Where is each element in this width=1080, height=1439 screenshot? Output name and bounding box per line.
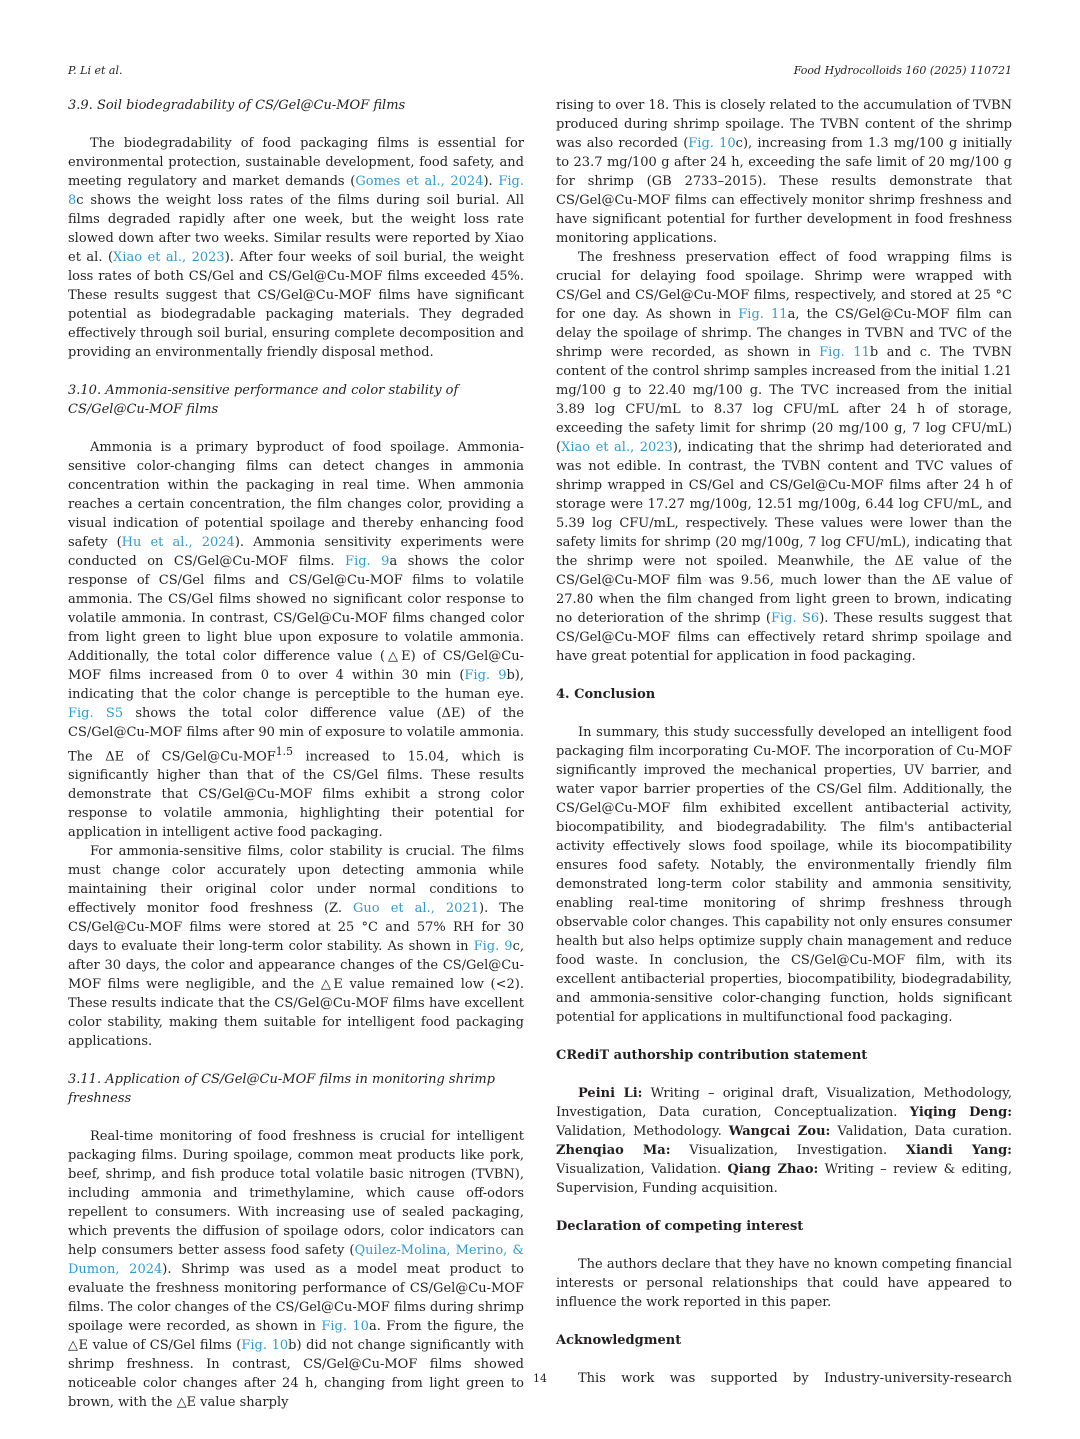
author-name: Qiang Zhao:: [727, 1162, 819, 1177]
left-column: [68, 96, 524, 1412]
figure-link[interactable]: Fig. 8: [68, 174, 524, 208]
section-heading-3-9: 3.9. Soil biodegradability of CS/Gel@Cu-MOF films: [68, 98, 406, 113]
section-heading-acknowledgment: Acknowledgment: [556, 1333, 682, 1348]
paragraph-tvbn-continuation: rising to over 18. This is closely related to the accumulation of TVBN produced during shrimp spoilage. The TVBN content of the shrimp was also recorded (Fig. 10c), increasing from 1.3 mg/100 g initially to 23.7 mg/100 g after 24 h, exceeding the safe limit of 20 mg/100 g for shrimp (GB 2733–2015). These results demonstrate that CS/Gel@Cu-MOF films can effectively monitor shrimp freshness and have significant potential for further development in food freshness monitoring applications.: [556, 98, 1013, 246]
paragraph-conclusion: In summary, this study successfully developed an intelligent food packaging film incorporating Cu-MOF. The incorporation of Cu-MOF significantly improved the mechanical properties, UV barrier, and water vapor barrier properties of the CS/Gel film. Additionally, the CS/Gel@Cu-MOF film exhibited excellent antibacterial activity, biocompatibility, and biodegradability. The film's antibacterial activity effectively slows food spoilage, while its biocompatibility ensures food safety. Notably, the environmentally friendly film demonstrated long-term color stability and ammonia sensitivity, enabling real-time monitoring of shrimp freshness through observable color changes. This capability not only ensures consumer health but also helps optimize supply chain management and reduce food waste. In conclusion, the CS/Gel@Cu-MOF film, with its excellent antibacterial properties, biocompatibility, biodegradability, and ammonia-sensitive color-changing function, holds significant potential for applications in multifunctional food packaging.: [556, 725, 1012, 1025]
figure-link[interactable]: Fig. 9: [464, 668, 507, 683]
running-head-authors: P. Li et al.: [68, 64, 123, 77]
figure-link[interactable]: Fig. 10: [321, 1319, 369, 1335]
citation-link[interactable]: Quilez-Molina, Merino, & Dumon, 2024: [68, 1243, 524, 1278]
paragraph-soil-biodegradability: The biodegradability of food packaging films is essential for environmental protection, sustainable development, food safety, and meeting regulatory and market demands (Gomes et al., 2024). Fig. 8c shows the weight loss rates of the films during soil burial. All films degraded rapidly after one week, but the weight loss rate slowed down after two weeks. Similar results were reported by Xiao et al. (Xiao et al., 2023). After four weeks of soil burial, the weight loss rates of both CS/Gel and CS/Gel@Cu-MOF films exceeded 45%. These results suggest that CS/Gel@Cu-MOF films have significant potential as biodegradable packaging materials. They degraded effectively through soil burial, ensuring complete decomposition and providing an environmentally friendly disposal method.: [68, 136, 525, 360]
citation-link[interactable]: Hu et al., 2024: [121, 535, 235, 550]
citation-link[interactable]: Gomes et al., 2024: [355, 174, 484, 189]
citation-link[interactable]: Xiao et al., 2023: [561, 440, 673, 455]
figure-link[interactable]: Fig. 11: [738, 307, 788, 322]
paragraph-competing-interest: The authors declare that they have no known competing financial interests or personal relationships that could have appeared to influence the work reported in this paper.: [556, 1257, 1012, 1310]
paragraph-credit: Peini Li: Writing – original draft, Visualization, Methodology, Investigation, Data curation, Conceptualization. Yiqing Deng: Validation, Methodology. Wangcai Zou: Validation, Data curation. Zhenqiao Ma: Visualization, Investigation. Xiandi Yang: Visualization, Validation. Qiang Zhao: Writing – review & editing, Supervision, Funding acquisition.: [556, 1086, 1012, 1196]
paragraph-preservation-effect: The freshness preservation effect of food wrapping films is crucial for delaying food spoilage. Shrimp were wrapped with CS/Gel and CS/Gel@Cu-MOF films, respectively, and stored at 25 °C for one day. As shown in Fig. 11a, the CS/Gel@Cu-MOF film can delay the spoilage of shrimp. The changes in TVBN and TVC of the shrimp were recorded, as shown in Fig. 11b and c. The TVBN content of the control shrimp samples increased from the initial 1.21 mg/100 g to 22.40 mg/100 g. The TVC increased from the initial 3.89 log CFU/mL to 8.37 log CFU/mL after 24 h of storage, exceeding the safety limit for shrimp (20 mg/100 g, 7 log CFU/mL) (Xiao et al., 2023), indicating that the shrimp had deteriorated and was not edible. In contrast, the TVBN content and TVC values of shrimp wrapped in CS/Gel and CS/Gel@Cu-MOF films after 24 h of storage were 17.27 mg/100g, 12.51 mg/100g, 6.44 log CFU/mL, and 5.39 log CFU/mL, respectively. These values were lower than the safety limits for shrimp (20 mg/100g, 7 log CFU/mL), indicating that the shrimp were not spoiled. Meanwhile, the ΔE value of the CS/Gel@Cu-MOF film was 9.56, much lower than the ΔE value of 27.80 when the film changed from light green to brown, indicating no deterioration of the shrimp (Fig. S6). These results suggest that CS/Gel@Cu-MOF films can effectively retard shrimp spoilage and have great potential for application in food packaging.: [556, 250, 1012, 664]
figure-link[interactable]: Fig. S5: [68, 706, 124, 721]
section-heading-3-10: 3.10. Ammonia-sensitive performance and color stability of CS/Gel@Cu-MOF films: [68, 383, 459, 417]
paragraph-ammonia-sensitivity: Ammonia is a primary byproduct of food spoilage. Ammonia-sensitive color-changing films can detect changes in ammonia concentration within the packaging in real time. When ammonia reaches a certain concentration, the film changes color, providing a visual indication of potential spoilage and thereby enhancing food safety (Hu et al., 2024). Ammonia sensitivity experiments were conducted on CS/Gel@Cu-MOF films. Fig. 9a shows the color response of CS/Gel films and CS/Gel@Cu-MOF films to volatile ammonia. The CS/Gel films showed no significant color response to volatile ammonia. In contrast, CS/Gel@Cu-MOF films changed color from light green to light blue upon exposure to volatile ammonia. Additionally, the total color difference value (△E) of CS/Gel@Cu-MOF films increased from 0 to over 4 within 30 min (Fig. 9b), indicating that the color change is perceptible to the human eye. Fig. S5 shows the total color difference value (ΔE) of the CS/Gel@Cu-MOF films after 90 min of exposure to volatile ammonia. The ΔE of $CS/Gel@Cu-MOF^{1.5}$ increased to 15.04, which is significantly higher than that of the CS/Gel films. These results demonstrate that CS/Gel@Cu-MOF films exhibit a strong color response to volatile ammonia, highlighting their potential for application in intelligent active food packaging.: [68, 440, 525, 841]
figure-link[interactable]: Fig. S6: [770, 611, 820, 626]
author-name: Zhenqiao Ma:: [556, 1143, 671, 1158]
right-column: [556, 96, 1012, 1388]
author-name: Wangcai Zou:: [728, 1124, 831, 1139]
section-heading-3-11: 3.11. Application of CS/Gel@Cu-MOF films in monitoring shrimp freshness: [68, 1072, 495, 1107]
figure-link[interactable]: Fig. 9: [473, 939, 513, 955]
section-heading-credit: CRediT authorship contribution statement: [556, 1048, 868, 1063]
citation-link[interactable]: Guo et al., 2021: [353, 901, 479, 917]
section-heading-competing-interest: Declaration of competing interest: [556, 1219, 804, 1234]
author-name: Yiqing Deng:: [909, 1105, 1012, 1120]
author-name: Xiandi Yang:: [905, 1143, 1012, 1158]
figure-link[interactable]: Fig. 10: [688, 136, 736, 151]
running-head-journal: Food Hydrocolloids 160 (2025) 110721: [793, 64, 1012, 77]
citation-link[interactable]: Xiao et al., 2023: [113, 250, 225, 265]
paragraph-acknowledgment: This work was supported by Industry-university-research: [578, 1371, 1012, 1386]
section-heading-conclusion: 4. Conclusion: [556, 687, 656, 702]
figure-link[interactable]: Fig. 9: [345, 554, 390, 569]
superscript: 1.5: [275, 745, 294, 758]
paragraph-shrimp-freshness: Real-time monitoring of food freshness is crucial for intelligent packaging films. During spoilage, common meat products like pork, beef, shrimp, and fish produce total volatile basic nitrogen (TVBN), including ammonia and trimethylamine, which cause off-odors repellent to consumers. With increasing use of sealed packaging, which prevents the diffusion of spoilage odors, color indicators can help consumers better assess food safety (Quilez-Molina, Merino, & Dumon, 2024). Shrimp was used as a model meat product to evaluate the freshness monitoring performance of CS/Gel@Cu-MOF films. The color changes of the CS/Gel@Cu-MOF films during shrimp spoilage were recorded, as shown in Fig. 10a. From the figure, the △E value of CS/Gel films (Fig. 10b) did not change significantly with shrimp freshness. In contrast, CS/Gel@Cu-MOF films showed noticeable color changes after 24 h, changing from light green to brown, with the △E value sharply: [68, 1129, 524, 1411]
paragraph-color-stability: For ammonia-sensitive films, color stability is crucial. The films must change color accurately upon detecting ammonia while maintaining their original color under normal conditions to effectively monitor food freshness (Z. Guo et al., 2021). The CS/Gel@Cu-MOF films were stored at 25 °C and 57% RH for 30 days to evaluate their long-term color stability. As shown in Fig. 9c, after 30 days, the color and appearance changes of the CS/Gel@Cu-MOF films were negligible, and the △E value remained low (<2). These results indicate that the CS/Gel@Cu-MOF films have excellent color stability, making them suitable for intelligent food packaging applications.: [68, 844, 525, 1050]
author-name: Peini Li:: [578, 1086, 643, 1101]
figure-link[interactable]: Fig. 10: [241, 1338, 289, 1354]
figure-link[interactable]: Fig. 11: [819, 345, 870, 360]
page-number: 14: [533, 1372, 547, 1385]
